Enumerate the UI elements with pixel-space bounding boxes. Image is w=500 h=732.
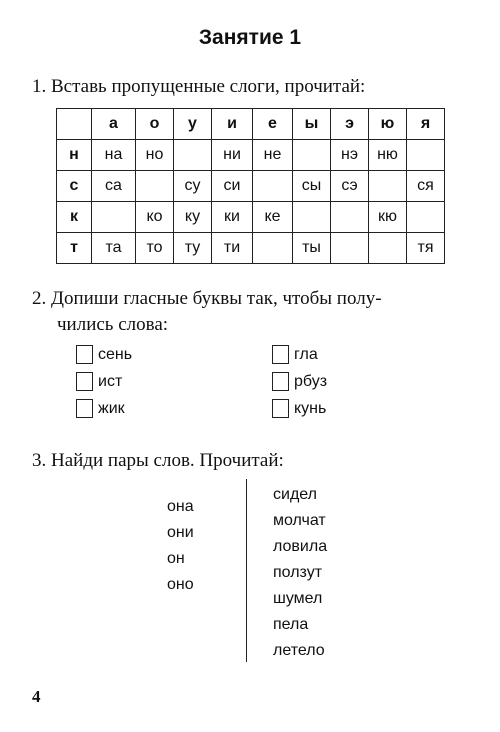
syllable-cell: сы [293, 171, 331, 202]
syllable-cell: та [92, 233, 136, 264]
empty-syllable-cell[interactable] [331, 233, 369, 264]
syllable-cell: ся [407, 171, 445, 202]
word-text: сень [98, 345, 133, 363]
syllable-cell: нэ [331, 140, 369, 171]
syllable-cell: ки [212, 202, 253, 233]
vowel-header-cell: ы [293, 109, 331, 140]
verb-word[interactable]: пела [273, 616, 309, 633]
letter-box[interactable] [76, 345, 93, 364]
syllable-cell: су [174, 171, 212, 202]
page-title: Занятие 1 [198, 26, 302, 49]
word-text: гла [294, 345, 318, 363]
syllable-cell: ни [212, 140, 253, 171]
syllable-cell: ту [174, 233, 212, 264]
verb-word[interactable]: летело [273, 642, 325, 659]
letter-box[interactable] [272, 345, 289, 364]
syllable-cell: ко [136, 202, 174, 233]
pronoun-word[interactable]: она [167, 498, 194, 515]
syllable-cell: тя [407, 233, 445, 264]
consonant-header-cell: к [57, 202, 92, 233]
task-3-text: Найди пары слов. Прочитай: [51, 450, 284, 471]
task-1-text: Вставь пропущенные слоги, прочитай: [51, 76, 366, 97]
word-item[interactable] [272, 369, 327, 394]
column-divider [246, 479, 247, 662]
word-text: жик [98, 399, 125, 417]
letter-box[interactable] [76, 372, 93, 391]
empty-syllable-cell[interactable] [407, 202, 445, 233]
empty-syllable-cell[interactable] [293, 202, 331, 233]
empty-syllable-cell[interactable] [253, 171, 293, 202]
table-row [57, 171, 445, 202]
empty-syllable-cell[interactable] [369, 233, 407, 264]
task-2-left-column [76, 342, 132, 423]
verb-column [273, 482, 327, 664]
vowel-header-cell: э [331, 109, 369, 140]
empty-syllable-cell[interactable] [293, 140, 331, 171]
vowel-header-cell: у [174, 109, 212, 140]
syllable-cell: на [92, 140, 136, 171]
consonant-header-cell: н [57, 140, 92, 171]
syllable-cell: са [92, 171, 136, 202]
task-1-number: 1. [32, 76, 47, 97]
task-2-text-line2: чились слова: [57, 314, 169, 335]
task-2-number: 2. [32, 288, 47, 309]
syllable-cell: ке [253, 202, 293, 233]
table-row [57, 202, 445, 233]
empty-syllable-cell[interactable] [407, 140, 445, 171]
pronoun-word[interactable]: они [167, 524, 194, 541]
consonant-header-cell: с [57, 171, 92, 202]
vowel-header-cell: е [253, 109, 293, 140]
word-text: рбуз [294, 372, 328, 390]
verb-word[interactable]: ловила [273, 538, 328, 555]
syllable-cell: кю [369, 202, 407, 233]
table-row [57, 140, 445, 171]
empty-syllable-cell[interactable] [92, 202, 136, 233]
vowel-header-cell: а [92, 109, 136, 140]
empty-syllable-cell[interactable] [136, 171, 174, 202]
vowel-header-cell: и [212, 109, 253, 140]
vowel-header-cell [57, 109, 92, 140]
word-item[interactable] [272, 396, 327, 421]
pronoun-word[interactable]: оно [167, 576, 194, 593]
letter-box[interactable] [76, 399, 93, 418]
syllable-cell: ты [293, 233, 331, 264]
verb-word[interactable]: сидел [273, 486, 317, 503]
syllable-cell: ню [369, 140, 407, 171]
empty-syllable-cell[interactable] [174, 140, 212, 171]
vowel-header-cell: я [407, 109, 445, 140]
word-item[interactable] [272, 342, 327, 367]
syllable-cell: то [136, 233, 174, 264]
letter-box[interactable] [272, 372, 289, 391]
verb-word[interactable]: ползут [273, 564, 323, 581]
syllable-cell: не [253, 140, 293, 171]
task-2-heading [32, 286, 482, 338]
task-2-right-column [272, 342, 327, 423]
empty-syllable-cell[interactable] [369, 171, 407, 202]
empty-syllable-cell[interactable] [253, 233, 293, 264]
word-item[interactable] [76, 396, 132, 421]
syllable-cell: си [212, 171, 253, 202]
task-3-number: 3. [32, 450, 47, 471]
syllable-cell: ти [212, 233, 253, 264]
task-2-text-line1: Допиши гласные буквы так, чтобы полу- [51, 288, 382, 309]
word-item[interactable] [76, 342, 132, 367]
word-text: ист [98, 372, 123, 390]
table-row [57, 233, 445, 264]
syllable-cell: но [136, 140, 174, 171]
vowel-header-cell: о [136, 109, 174, 140]
empty-syllable-cell[interactable] [331, 202, 369, 233]
verb-word[interactable]: шумел [273, 590, 323, 607]
pronoun-column [167, 494, 194, 598]
letter-box[interactable] [272, 399, 289, 418]
word-item[interactable] [76, 369, 132, 394]
syllable-table [56, 108, 445, 264]
syllable-cell: ку [174, 202, 212, 233]
word-text: кунь [294, 399, 327, 417]
page-number: 4 [32, 687, 41, 706]
task-3-heading [32, 448, 482, 474]
pronoun-word[interactable]: он [167, 550, 185, 567]
vowel-header-cell: ю [369, 109, 407, 140]
task-1-heading [32, 74, 482, 100]
syllable-cell: сэ [331, 171, 369, 202]
consonant-header-cell: т [57, 233, 92, 264]
table-header-row [57, 109, 445, 140]
verb-word[interactable]: молчат [273, 512, 326, 529]
